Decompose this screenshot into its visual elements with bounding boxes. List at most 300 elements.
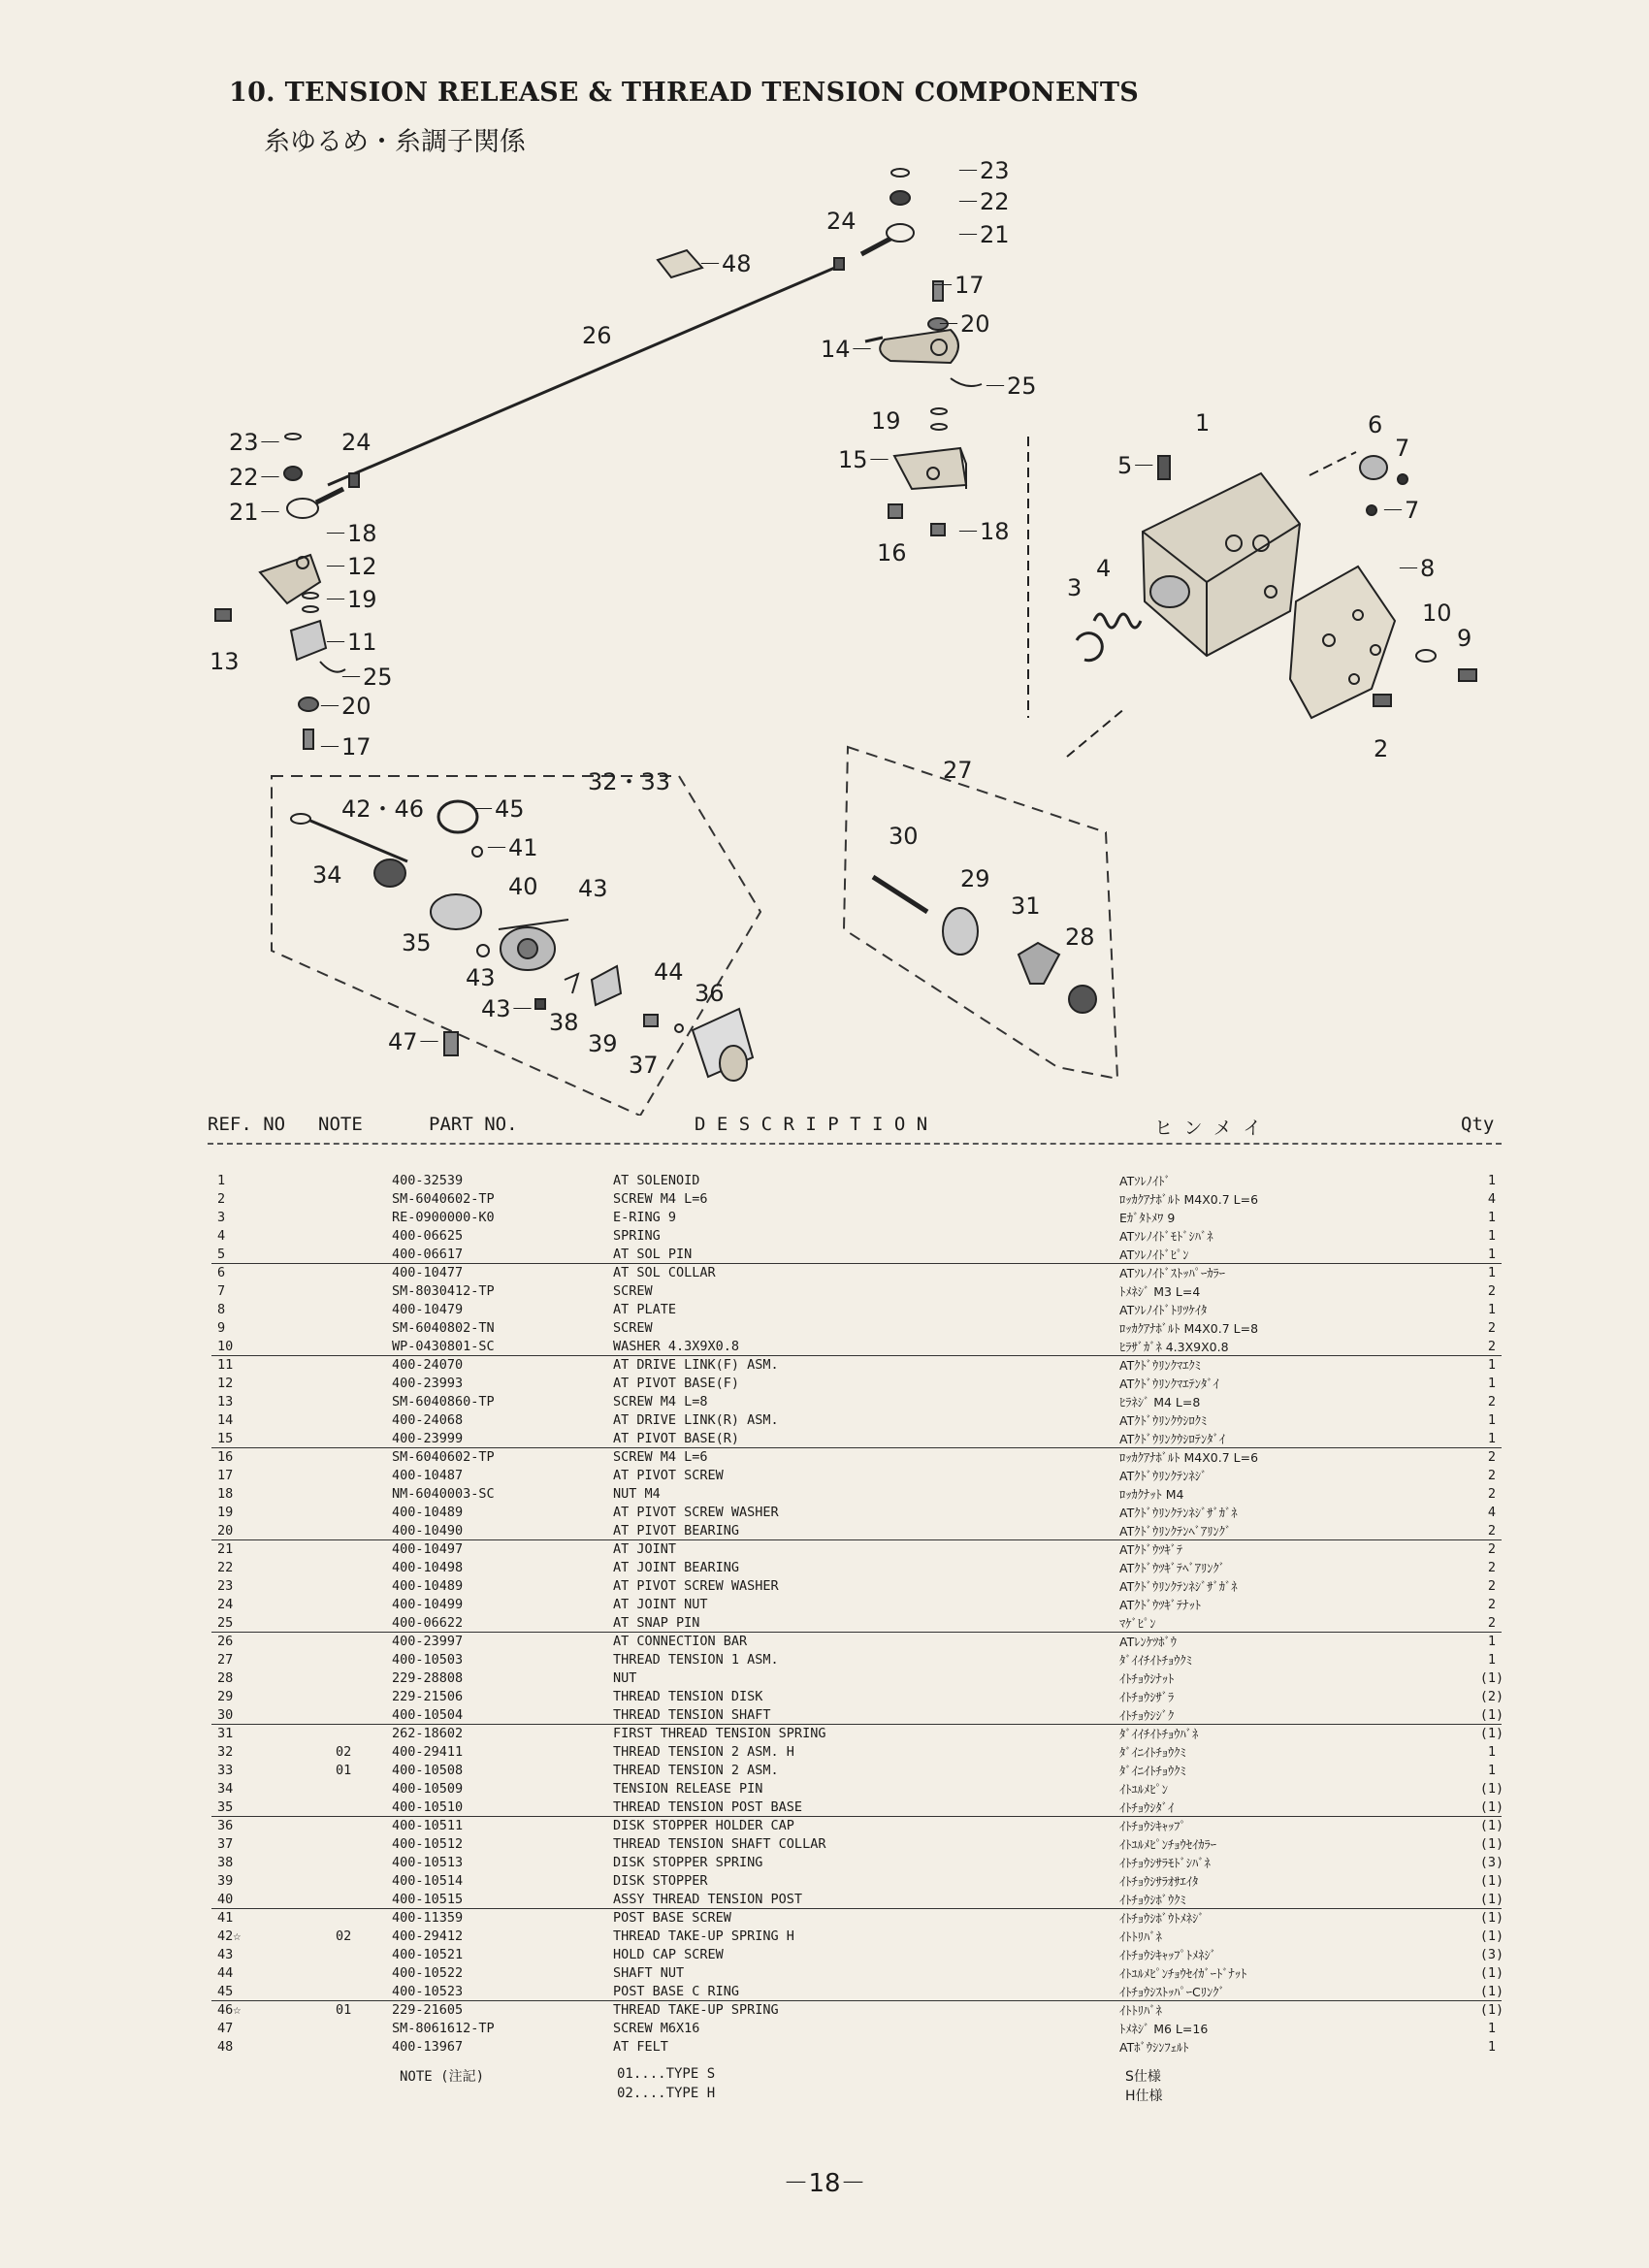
part-number-cell: 400-10489: [392, 1578, 464, 1594]
kana-name-cell: ATｿﾚﾉｲﾄﾞｽﾄｯﾊﾟｰｶﾗｰ: [1119, 1266, 1225, 1280]
description-cell: HOLD CAP SCREW: [613, 1947, 724, 1962]
svg-text:24: 24: [826, 208, 857, 235]
svg-text:39: 39: [588, 1030, 618, 1057]
description-cell: THREAD TENSION 1 ASM.: [613, 1652, 779, 1668]
table-row: [0, 1393, 1649, 1411]
table-row: [0, 1430, 1649, 1448]
ref-cell: 47: [217, 2021, 234, 2036]
part-number-cell: SM-6040860-TP: [392, 1394, 495, 1409]
table-row: [0, 1246, 1649, 1264]
kana-name-cell: ﾛｯｶｸｱﾅﾎﾞﾙﾄ M4X0.7 L=6: [1119, 1192, 1259, 1207]
description-cell: AT CONNECTION BAR: [613, 1634, 748, 1649]
svg-text:－17: －17: [318, 733, 372, 761]
svg-text:－18: －18: [324, 520, 377, 547]
table-row: [0, 1633, 1649, 1651]
svg-text:3: 3: [1067, 574, 1083, 601]
qty-cell: 1: [1487, 1173, 1497, 1188]
part-number-cell: 400-11359: [392, 1910, 464, 1926]
qty-cell: (1): [1479, 2002, 1504, 2018]
table-row: [0, 1669, 1649, 1688]
ref-cell: 2: [217, 1191, 226, 1207]
notes-label: NOTE (注記): [400, 2069, 485, 2085]
svg-text:－48: －48: [698, 250, 752, 277]
note-kana-1: S仕様: [1125, 2069, 1161, 2085]
kana-name-cell: ﾀﾞｲﾆｲﾄﾁｮｳｸﾐ: [1119, 1764, 1186, 1778]
kana-name-cell: ｲﾄﾕﾙﾒﾋﾟﾝ: [1119, 1782, 1169, 1797]
svg-text:2: 2: [1374, 735, 1389, 762]
description-cell: AT SNAP PIN: [613, 1615, 700, 1631]
description-cell: SCREW: [613, 1283, 653, 1299]
table-row: [0, 1928, 1649, 1946]
ref-cell: 46☆: [217, 2002, 242, 2018]
table-row: [0, 1559, 1649, 1577]
group-divider: [211, 1632, 1502, 1633]
group-divider: [211, 1724, 1502, 1725]
part-number-cell: 400-10503: [392, 1652, 464, 1668]
table-row: [0, 1209, 1649, 1227]
svg-text:－7: －7: [1381, 497, 1420, 524]
svg-text:16: 16: [877, 539, 907, 567]
qty-cell: 1: [1487, 1431, 1497, 1446]
group-divider: [211, 1816, 1502, 1817]
qty-cell: 2: [1487, 1560, 1497, 1575]
part-number-cell: SM-6040802-TN: [392, 1320, 495, 1336]
part-number-cell: 400-10477: [392, 1265, 464, 1280]
section-title-japanese: 糸ゆるめ・糸調子関係: [264, 127, 526, 157]
qty-cell: 2: [1487, 1486, 1497, 1502]
description-cell: THREAD TENSION SHAFT COLLAR: [613, 1836, 826, 1852]
ref-cell: 43: [217, 1947, 234, 1962]
qty-cell: 4: [1487, 1191, 1497, 1207]
callout-labels: [210, 157, 1471, 1079]
qty-cell: 2: [1487, 1283, 1497, 1299]
ref-cell: 3: [217, 1210, 226, 1225]
table-row: [0, 1780, 1649, 1798]
qty-cell: 1: [1487, 1763, 1497, 1778]
table-row: [0, 1891, 1649, 1909]
column-header-note: NOTE: [318, 1114, 363, 1135]
ref-cell: 11: [217, 1357, 234, 1373]
table-row: [0, 1688, 1649, 1706]
ref-cell: 33: [217, 1763, 234, 1778]
qty-cell: 1: [1487, 1412, 1497, 1428]
ref-cell: 6: [217, 1265, 226, 1280]
kana-name-cell: ATｸﾄﾞｳﾂｷﾞﾃﾍﾞｱﾘﾝｸﾞ: [1119, 1561, 1225, 1575]
kana-name-cell: ATｸﾄﾞｳﾘﾝｸﾃﾝﾈｼﾞｻﾞｶﾞﾈ: [1119, 1506, 1238, 1520]
qty-cell: 1: [1487, 2021, 1497, 2036]
svg-text:24: 24: [341, 429, 372, 456]
description-cell: AT PLATE: [613, 1302, 677, 1317]
ref-cell: 29: [217, 1689, 234, 1704]
ref-cell: 27: [217, 1652, 234, 1668]
svg-text:37: 37: [629, 1052, 659, 1079]
kana-name-cell: ATｿﾚﾉｲﾄﾞ: [1119, 1174, 1171, 1188]
kana-name-cell: ｲﾄﾄﾘﾊﾞﾈ: [1119, 1929, 1162, 1944]
part-number-cell: 400-13967: [392, 2039, 464, 2055]
part-number-cell: 400-24070: [392, 1357, 464, 1373]
description-cell: SCREW M4 L=6: [613, 1191, 708, 1207]
ref-cell: 13: [217, 1394, 234, 1409]
description-cell: AT JOINT: [613, 1541, 677, 1557]
kana-name-cell: ﾀﾞｲｲﾁｲﾄﾁｮｳﾊﾞﾈ: [1119, 1727, 1199, 1741]
kana-name-cell: ATｸﾄﾞｳﾘﾝｸﾃﾝﾍﾞｱﾘﾝｸﾞ: [1119, 1524, 1232, 1539]
qty-cell: (1): [1479, 1670, 1504, 1686]
ref-cell: 17: [217, 1468, 234, 1483]
group-divider: [211, 1355, 1502, 1356]
description-cell: THREAD TENSION POST BASE: [613, 1799, 803, 1815]
svg-text:32・33: 32・33: [588, 768, 671, 795]
group-divider: [211, 1447, 1502, 1448]
qty-cell: (1): [1479, 1781, 1504, 1797]
svg-text:4: 4: [1096, 555, 1112, 582]
qty-cell: (1): [1479, 1928, 1504, 1944]
table-row: [0, 1577, 1649, 1596]
part-number-cell: 400-10510: [392, 1799, 464, 1815]
group-divider: [211, 1908, 1502, 1909]
part-number-cell: 400-10508: [392, 1763, 464, 1778]
part-number-cell: 400-23993: [392, 1376, 464, 1391]
table-row: [0, 1448, 1649, 1467]
part-number-cell: 400-23999: [392, 1431, 464, 1446]
part-number-cell: 400-10490: [392, 1523, 464, 1539]
ref-cell: 34: [217, 1781, 234, 1797]
ref-cell: 4: [217, 1228, 226, 1244]
ref-cell: 23: [217, 1578, 234, 1594]
kana-name-cell: ATｸﾄﾞｳﾘﾝｸﾏｴﾃﾝﾀﾞｲ: [1119, 1377, 1219, 1391]
description-cell: POST BASE C RING: [613, 1984, 740, 1999]
qty-cell: 2: [1487, 1597, 1497, 1612]
kana-name-cell: ATﾚﾝｹﾂﾎﾞｳ: [1119, 1635, 1177, 1649]
kana-name-cell: ATｿﾚﾉｲﾄﾞﾋﾟﾝ: [1119, 1247, 1189, 1262]
description-cell: AT FELT: [613, 2039, 668, 2055]
group-divider: [211, 1263, 1502, 1264]
svg-text:40: 40: [508, 873, 538, 900]
svg-text:－23: －23: [956, 157, 1010, 184]
part-number-cell: 262-18602: [392, 1726, 464, 1741]
table-row: [0, 1522, 1649, 1540]
table-row: [0, 2038, 1649, 2057]
table-row: [0, 1319, 1649, 1338]
svg-text:－21: －21: [956, 221, 1010, 248]
table-row: [0, 1356, 1649, 1375]
qty-cell: 2: [1487, 1615, 1497, 1631]
svg-text:－25: －25: [340, 664, 393, 691]
part-number-cell: 400-10514: [392, 1873, 464, 1889]
qty-cell: 2: [1487, 1578, 1497, 1594]
note-line-1: 01....TYPE S: [617, 2066, 716, 2082]
svg-text:34: 34: [312, 861, 342, 889]
ref-cell: 10: [217, 1339, 234, 1354]
qty-cell: 2: [1487, 1449, 1497, 1465]
note-cell: 01: [336, 1763, 352, 1778]
column-header-description: D E S C R I P T I O N: [695, 1114, 928, 1135]
svg-text:1: 1: [1195, 409, 1211, 437]
qty-cell: (3): [1479, 1947, 1504, 1962]
ref-cell: 30: [217, 1707, 234, 1723]
table-row: [0, 1467, 1649, 1485]
table-row: [0, 1338, 1649, 1356]
svg-text:35: 35: [402, 929, 432, 956]
svg-text:14－: 14－: [821, 336, 874, 363]
header-divider: [208, 1143, 1502, 1145]
kana-name-cell: ATｸﾄﾞｳﾘﾝｸﾃﾝﾈｼﾞｻﾞｶﾞﾈ: [1119, 1579, 1238, 1594]
qty-cell: 2: [1487, 1320, 1497, 1336]
note-cell: 02: [336, 1928, 352, 1944]
svg-text:42・46: 42・46: [341, 795, 425, 823]
qty-cell: 1: [1487, 1376, 1497, 1391]
svg-text:13: 13: [210, 648, 240, 675]
kana-name-cell: ｲﾄﾄﾘﾊﾞﾈ: [1119, 2003, 1162, 2018]
kana-name-cell: ｲﾄﾁｮｳｼﾅｯﾄ: [1119, 1671, 1175, 1686]
description-cell: AT PIVOT SCREW WASHER: [613, 1578, 779, 1594]
part-number-cell: SM-8061612-TP: [392, 2021, 495, 2036]
svg-text:－17: －17: [931, 272, 985, 299]
svg-text:30: 30: [889, 823, 919, 850]
group-divider: [211, 2000, 1502, 2001]
part-number-cell: 400-24068: [392, 1412, 464, 1428]
part-number-cell: 400-10504: [392, 1707, 464, 1723]
kana-name-cell: ｲﾄﾕﾙﾒﾋﾟﾝﾁｮｳｾｲｶﾗｰ: [1119, 1837, 1217, 1852]
ref-cell: 1: [217, 1173, 226, 1188]
ref-cell: 44: [217, 1965, 234, 1981]
description-cell: AT SOL PIN: [613, 1247, 693, 1262]
table-row: [0, 1485, 1649, 1504]
qty-cell: 2: [1487, 1394, 1497, 1409]
description-cell: AT DRIVE LINK(F) ASM.: [613, 1357, 779, 1373]
table-row: [0, 2020, 1649, 2038]
ref-cell: 12: [217, 1376, 234, 1391]
part-number-cell: SM-6040602-TP: [392, 1449, 495, 1465]
kana-name-cell: ATｸﾄﾞｳﾘﾝｸｳｼﾛﾃﾝﾀﾞｲ: [1119, 1432, 1225, 1446]
qty-cell: 2: [1487, 1468, 1497, 1483]
svg-text:－45: －45: [471, 795, 525, 823]
description-cell: THREAD TENSION SHAFT: [613, 1707, 771, 1723]
ref-cell: 16: [217, 1449, 234, 1465]
table-row: [0, 1706, 1649, 1725]
qty-cell: 2: [1487, 1339, 1497, 1354]
svg-text:－12: －12: [324, 553, 377, 580]
exploded-parts-diagram: [0, 0, 1649, 1116]
kana-name-cell: ｲﾄﾁｮｳｼﾎﾞｳｸﾐ: [1119, 1893, 1186, 1907]
part-number-cell: 400-10509: [392, 1781, 464, 1797]
page-number: －18－: [783, 2169, 866, 2198]
table-row: [0, 1946, 1649, 1964]
svg-text:38: 38: [549, 1009, 579, 1036]
svg-text:5－: 5－: [1117, 452, 1156, 479]
svg-text:－19: －19: [324, 586, 377, 613]
qty-cell: 1: [1487, 1228, 1497, 1244]
table-row: [0, 1872, 1649, 1891]
svg-text:9: 9: [1457, 625, 1472, 652]
qty-cell: (1): [1479, 1892, 1504, 1907]
column-header-part: PART NO.: [429, 1114, 518, 1135]
description-cell: AT JOINT NUT: [613, 1597, 708, 1612]
svg-text:43: 43: [466, 964, 496, 991]
part-number-cell: 400-32539: [392, 1173, 464, 1188]
description-cell: NUT M4: [613, 1486, 661, 1502]
description-cell: POST BASE SCREW: [613, 1910, 731, 1926]
kana-name-cell: ｲﾄﾁｮｳｼｻﾞﾗ: [1119, 1690, 1175, 1704]
ref-cell: 31: [217, 1726, 234, 1741]
description-cell: DISK STOPPER: [613, 1873, 708, 1889]
table-row: [0, 1983, 1649, 2001]
kana-name-cell: ｲﾄﾁｮｳｼｷｬｯﾌﾟﾄﾒﾈｼﾞ: [1119, 1948, 1217, 1962]
part-number-cell: 400-06625: [392, 1228, 464, 1244]
part-number-cell: 400-06617: [392, 1247, 464, 1262]
group-divider: [211, 1539, 1502, 1540]
kana-name-cell: ATｸﾄﾞｳﾂｷﾞﾃ: [1119, 1542, 1183, 1557]
qty-cell: (3): [1479, 1855, 1504, 1870]
part-number-cell: 400-29411: [392, 1744, 464, 1760]
svg-text:－25: －25: [984, 373, 1037, 400]
part-number-cell: RE-0900000-K0: [392, 1210, 495, 1225]
table-row: [0, 1504, 1649, 1522]
part-number-cell: 400-10511: [392, 1818, 464, 1833]
svg-text:15－: 15－: [838, 446, 891, 473]
description-cell: SCREW M6X16: [613, 2021, 700, 2036]
description-cell: DISK STOPPER HOLDER CAP: [613, 1818, 794, 1833]
table-row: [0, 1743, 1649, 1762]
svg-text:36: 36: [695, 980, 725, 1007]
kana-name-cell: ﾀﾞｲｲﾁｲﾄﾁｮｳｸﾐ: [1119, 1653, 1193, 1668]
ref-cell: 37: [217, 1836, 234, 1852]
description-cell: NUT: [613, 1670, 637, 1686]
qty-cell: 1: [1487, 1634, 1497, 1649]
kana-name-cell: ｲﾄﾕﾙﾒﾋﾟﾝﾁｮｳｾｲｶﾞｰﾄﾞﾅｯﾄ: [1119, 1966, 1247, 1981]
ref-cell: 14: [217, 1412, 234, 1428]
ref-cell: 19: [217, 1505, 234, 1520]
part-number-cell: 400-29412: [392, 1928, 464, 1944]
description-cell: FIRST THREAD TENSION SPRING: [613, 1726, 826, 1741]
part-number-cell: 400-10499: [392, 1597, 464, 1612]
qty-cell: 1: [1487, 1357, 1497, 1373]
svg-text:－18: －18: [956, 518, 1010, 545]
table-row: [0, 1817, 1649, 1835]
svg-text:10: 10: [1422, 599, 1452, 627]
part-number-cell: WP-0430801-SC: [392, 1339, 495, 1354]
kana-name-cell: ｲﾄﾁｮｳｼｼﾞｸ: [1119, 1708, 1175, 1723]
svg-text:47－: 47－: [388, 1028, 441, 1055]
part-number-cell: 400-06622: [392, 1615, 464, 1631]
ref-cell: 41: [217, 1910, 234, 1926]
table-row: [0, 1411, 1649, 1430]
table-row: [0, 1375, 1649, 1393]
ref-cell: 45: [217, 1984, 234, 1999]
kana-name-cell: ﾛｯｶｸｱﾅﾎﾞﾙﾄ M4X0.7 L=6: [1119, 1450, 1259, 1465]
ref-cell: 38: [217, 1855, 234, 1870]
kana-name-cell: ATｸﾄﾞｳﾘﾝｸﾏｴｸﾐ: [1119, 1358, 1201, 1373]
ref-cell: 9: [217, 1320, 226, 1336]
svg-text:21－: 21－: [229, 499, 282, 526]
ref-cell: 20: [217, 1523, 234, 1539]
kana-name-cell: ｲﾄﾁｮｳｼｷｬｯﾌﾟ: [1119, 1819, 1186, 1833]
qty-cell: (1): [1479, 1726, 1504, 1741]
svg-text:22－: 22－: [229, 464, 282, 491]
svg-text:27: 27: [943, 757, 973, 784]
qty-cell: (2): [1479, 1689, 1504, 1704]
table-row: [0, 1651, 1649, 1669]
svg-text:23－: 23－: [229, 429, 282, 456]
table-row: [0, 1798, 1649, 1817]
description-cell: THREAD TAKE-UP SPRING H: [613, 1928, 794, 1944]
column-header-kana: ヒ ン メ イ: [1154, 1118, 1262, 1139]
table-row: [0, 1282, 1649, 1301]
ref-cell: 25: [217, 1615, 234, 1631]
table-row: [0, 1301, 1649, 1319]
kana-name-cell: ﾀﾞｲﾆｲﾄﾁｮｳｸﾐ: [1119, 1745, 1186, 1760]
description-cell: TENSION RELEASE PIN: [613, 1781, 763, 1797]
ref-cell: 24: [217, 1597, 234, 1612]
description-cell: SCREW: [613, 1320, 653, 1336]
ref-cell: 36: [217, 1818, 234, 1833]
note-cell: 01: [336, 2002, 352, 2018]
ref-cell: 18: [217, 1486, 234, 1502]
kana-name-cell: ｲﾄﾁｮｳｼｻﾗｵｻｴｲﾀ: [1119, 1874, 1199, 1889]
table-row: [0, 1540, 1649, 1559]
qty-cell: (1): [1479, 1799, 1504, 1815]
table-row: [0, 1725, 1649, 1743]
svg-text:7: 7: [1395, 435, 1410, 462]
svg-text:28: 28: [1065, 923, 1095, 951]
ref-cell: 39: [217, 1873, 234, 1889]
description-cell: THREAD TAKE-UP SPRING: [613, 2002, 779, 2018]
description-cell: WASHER 4.3X9X0.8: [613, 1339, 740, 1354]
svg-text:43: 43: [578, 875, 608, 902]
part-number-cell: 229-28808: [392, 1670, 464, 1686]
description-cell: DISK STOPPER SPRING: [613, 1855, 763, 1870]
description-cell: AT SOL COLLAR: [613, 1265, 716, 1280]
part-number-cell: 400-10521: [392, 1947, 464, 1962]
svg-text:－22: －22: [956, 188, 1010, 215]
kana-name-cell: ﾋﾗｻﾞｶﾞﾈ 4.3X9X0.8: [1119, 1340, 1229, 1354]
description-cell: SCREW M4 L=8: [613, 1394, 708, 1409]
part-number-cell: 400-10479: [392, 1302, 464, 1317]
description-cell: SHAFT NUT: [613, 1965, 685, 1981]
ref-cell: 5: [217, 1247, 226, 1262]
table-row: [0, 1172, 1649, 1190]
description-cell: AT PIVOT SCREW WASHER: [613, 1505, 779, 1520]
ref-cell: 28: [217, 1670, 234, 1686]
part-number-cell: 400-10515: [392, 1892, 464, 1907]
ref-cell: 35: [217, 1799, 234, 1815]
kana-name-cell: ﾏｹﾞﾋﾟﾝ: [1119, 1616, 1156, 1631]
svg-text:－20: －20: [937, 310, 990, 338]
description-cell: THREAD TENSION DISK: [613, 1689, 763, 1704]
table-row: [0, 1596, 1649, 1614]
diagram-artwork: [215, 169, 1476, 1116]
kana-name-cell: ｲﾄﾁｮｳｼﾀﾞｲ: [1119, 1800, 1175, 1815]
column-header-ref: REF. NO: [208, 1114, 286, 1135]
part-number-cell: SM-6040602-TP: [392, 1191, 495, 1207]
qty-cell: 1: [1487, 1265, 1497, 1280]
ref-cell: 40: [217, 1892, 234, 1907]
kana-name-cell: ATｸﾄﾞｳﾘﾝｸﾃﾝﾈｼﾞ: [1119, 1469, 1208, 1483]
svg-text:26: 26: [582, 322, 612, 349]
ref-cell: 8: [217, 1302, 226, 1317]
table-row: [0, 1835, 1649, 1854]
qty-cell: (1): [1479, 1910, 1504, 1926]
description-cell: AT JOINT BEARING: [613, 1560, 740, 1575]
qty-cell: 1: [1487, 1652, 1497, 1668]
kana-name-cell: ｲﾄﾁｮｳｼｽﾄｯﾊﾟｰCﾘﾝｸﾞ: [1119, 1985, 1225, 1999]
description-cell: THREAD TENSION 2 ASM.: [613, 1763, 779, 1778]
table-row: [0, 2001, 1649, 2020]
note-cell: 02: [336, 1744, 352, 1760]
note-line-2: 02....TYPE H: [617, 2086, 716, 2101]
kana-name-cell: ｲﾄﾁｮｳｼﾎﾞｳﾄﾒﾈｼﾞ: [1119, 1911, 1205, 1926]
ref-cell: 7: [217, 1283, 226, 1299]
kana-name-cell: ﾄﾒﾈｼﾞ M6 L=16: [1119, 2022, 1209, 2036]
